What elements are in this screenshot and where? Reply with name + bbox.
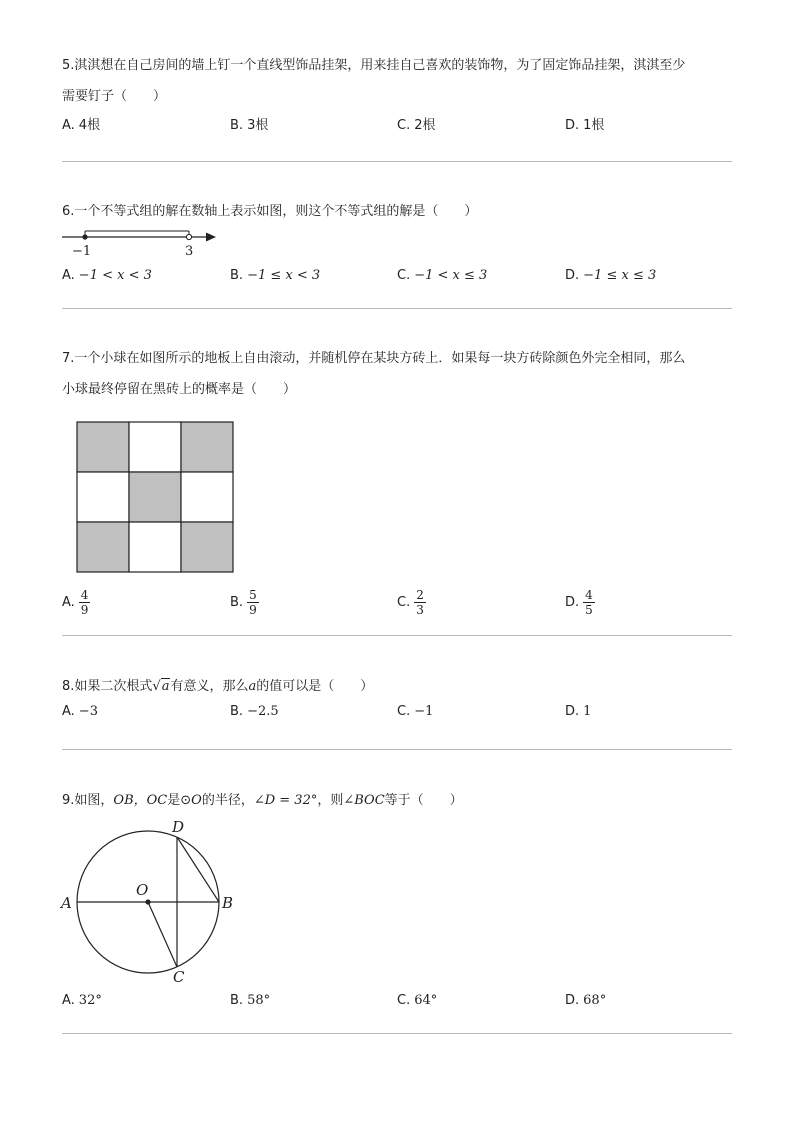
label-b: B [222,894,234,912]
question-8-options [62,704,732,730]
option-a[interactable]: A. 32° [62,993,102,1008]
option-d[interactable]: D. 68° [565,993,607,1008]
option-c[interactable]: C. −1 [397,704,434,719]
dark-tile [77,522,129,572]
question-7-options [62,588,732,622]
question-7 [62,343,732,405]
divider [62,635,732,636]
question-9 [62,785,732,816]
option-b[interactable]: B. −1 ≤ x < 3 [230,268,321,283]
center-point [145,899,150,904]
option-d[interactable]: D. $\frac{4}{5}$ [565,588,593,617]
question-6 [62,196,732,227]
option-b[interactable]: B. $\frac{5}{9}$ [230,588,257,617]
white-tile [129,522,181,572]
question-7-options-wrap [62,588,732,622]
divider [62,749,732,750]
closed-endpoint [82,234,87,239]
question-9-options [62,993,732,1019]
question-9-stem: 9.如图，OB，OC是⊙O的半径，∠D = 32°，则∠BOC等于（ ） [62,793,463,808]
right-endpoint-label: 3 [185,244,194,259]
question-7-stem-line-1: 7.一个小球在如图所示的地板上自由滚动，并随机停在某块方砖上．如果每一块方砖除颜色外完全相同，那么 [62,351,686,366]
dark-tile [129,472,181,522]
circle-figure [58,814,248,986]
fraction: $\frac{2}{3}$ [416,588,424,617]
left-endpoint-label: −1 [72,244,92,259]
white-tile [77,472,129,522]
option-b[interactable]: B. 3根 [230,118,269,133]
question-6-stem: 6.一个不等式组的解在数轴上表示如图，则这个不等式组的解是（ ） [62,204,478,219]
tile-grid-figure [76,421,234,574]
question-5 [62,50,732,140]
question-5-stem-line-2: 需要钉子（ ） [62,89,167,104]
question-6-options-wrap [62,268,732,294]
square-root-expression: √a [152,679,170,694]
option-a[interactable]: A. −1 < x < 3 [62,268,152,283]
label-d: D [172,818,185,836]
option-a[interactable]: A. $\frac{4}{9}$ [62,588,89,617]
question-7-stem-line-2: 小球最终停留在黑砖上的概率是（ ） [62,382,297,397]
number-line-figure [60,226,220,260]
option-c[interactable]: C. $\frac{2}{3}$ [397,588,424,617]
option-d[interactable]: D. 1 [565,704,592,719]
white-tile [181,472,233,522]
fraction: $\frac{4}{5}$ [585,588,593,617]
option-a[interactable]: A. −3 [62,704,98,719]
chord-db [177,837,219,902]
option-d[interactable]: D. 1根 [565,118,605,133]
question-6-options [62,268,732,294]
question-8 [62,671,732,730]
label-a: A [61,894,72,912]
question-5-stem-line-1: 5.淇淇想在自己房间的墙上钉一个直线型饰品挂架，用来挂自己喜欢的装饰物，为了固定饰品挂架，淇淇至少 [62,58,686,73]
fraction: $\frac{4}{9}$ [80,588,89,617]
option-c[interactable]: C. −1 < x ≤ 3 [397,268,488,283]
white-tile [129,422,181,472]
open-endpoint [186,234,191,239]
divider [62,308,732,309]
option-b[interactable]: B. 58° [230,993,271,1008]
option-c[interactable]: C. 2根 [397,118,436,133]
question-9-options-wrap [62,993,732,1019]
option-d[interactable]: D. −1 ≤ x ≤ 3 [565,268,657,283]
radius-oc [148,902,177,967]
fraction: $\frac{5}{9}$ [249,588,257,617]
option-b[interactable]: B. −2.5 [230,704,279,719]
label-o: O [136,881,149,899]
option-c[interactable]: C. 64° [397,993,438,1008]
dark-tile [77,422,129,472]
dark-tile [181,522,233,572]
option-a[interactable]: A. 4根 [62,118,101,133]
label-c: C [173,968,185,986]
question-5-options [62,114,732,140]
divider [62,161,732,162]
divider [62,1033,732,1034]
question-8-stem: 8.如果二次根式√a有意义，那么a的值可以是（ ） [62,679,374,694]
dark-tile [181,422,233,472]
